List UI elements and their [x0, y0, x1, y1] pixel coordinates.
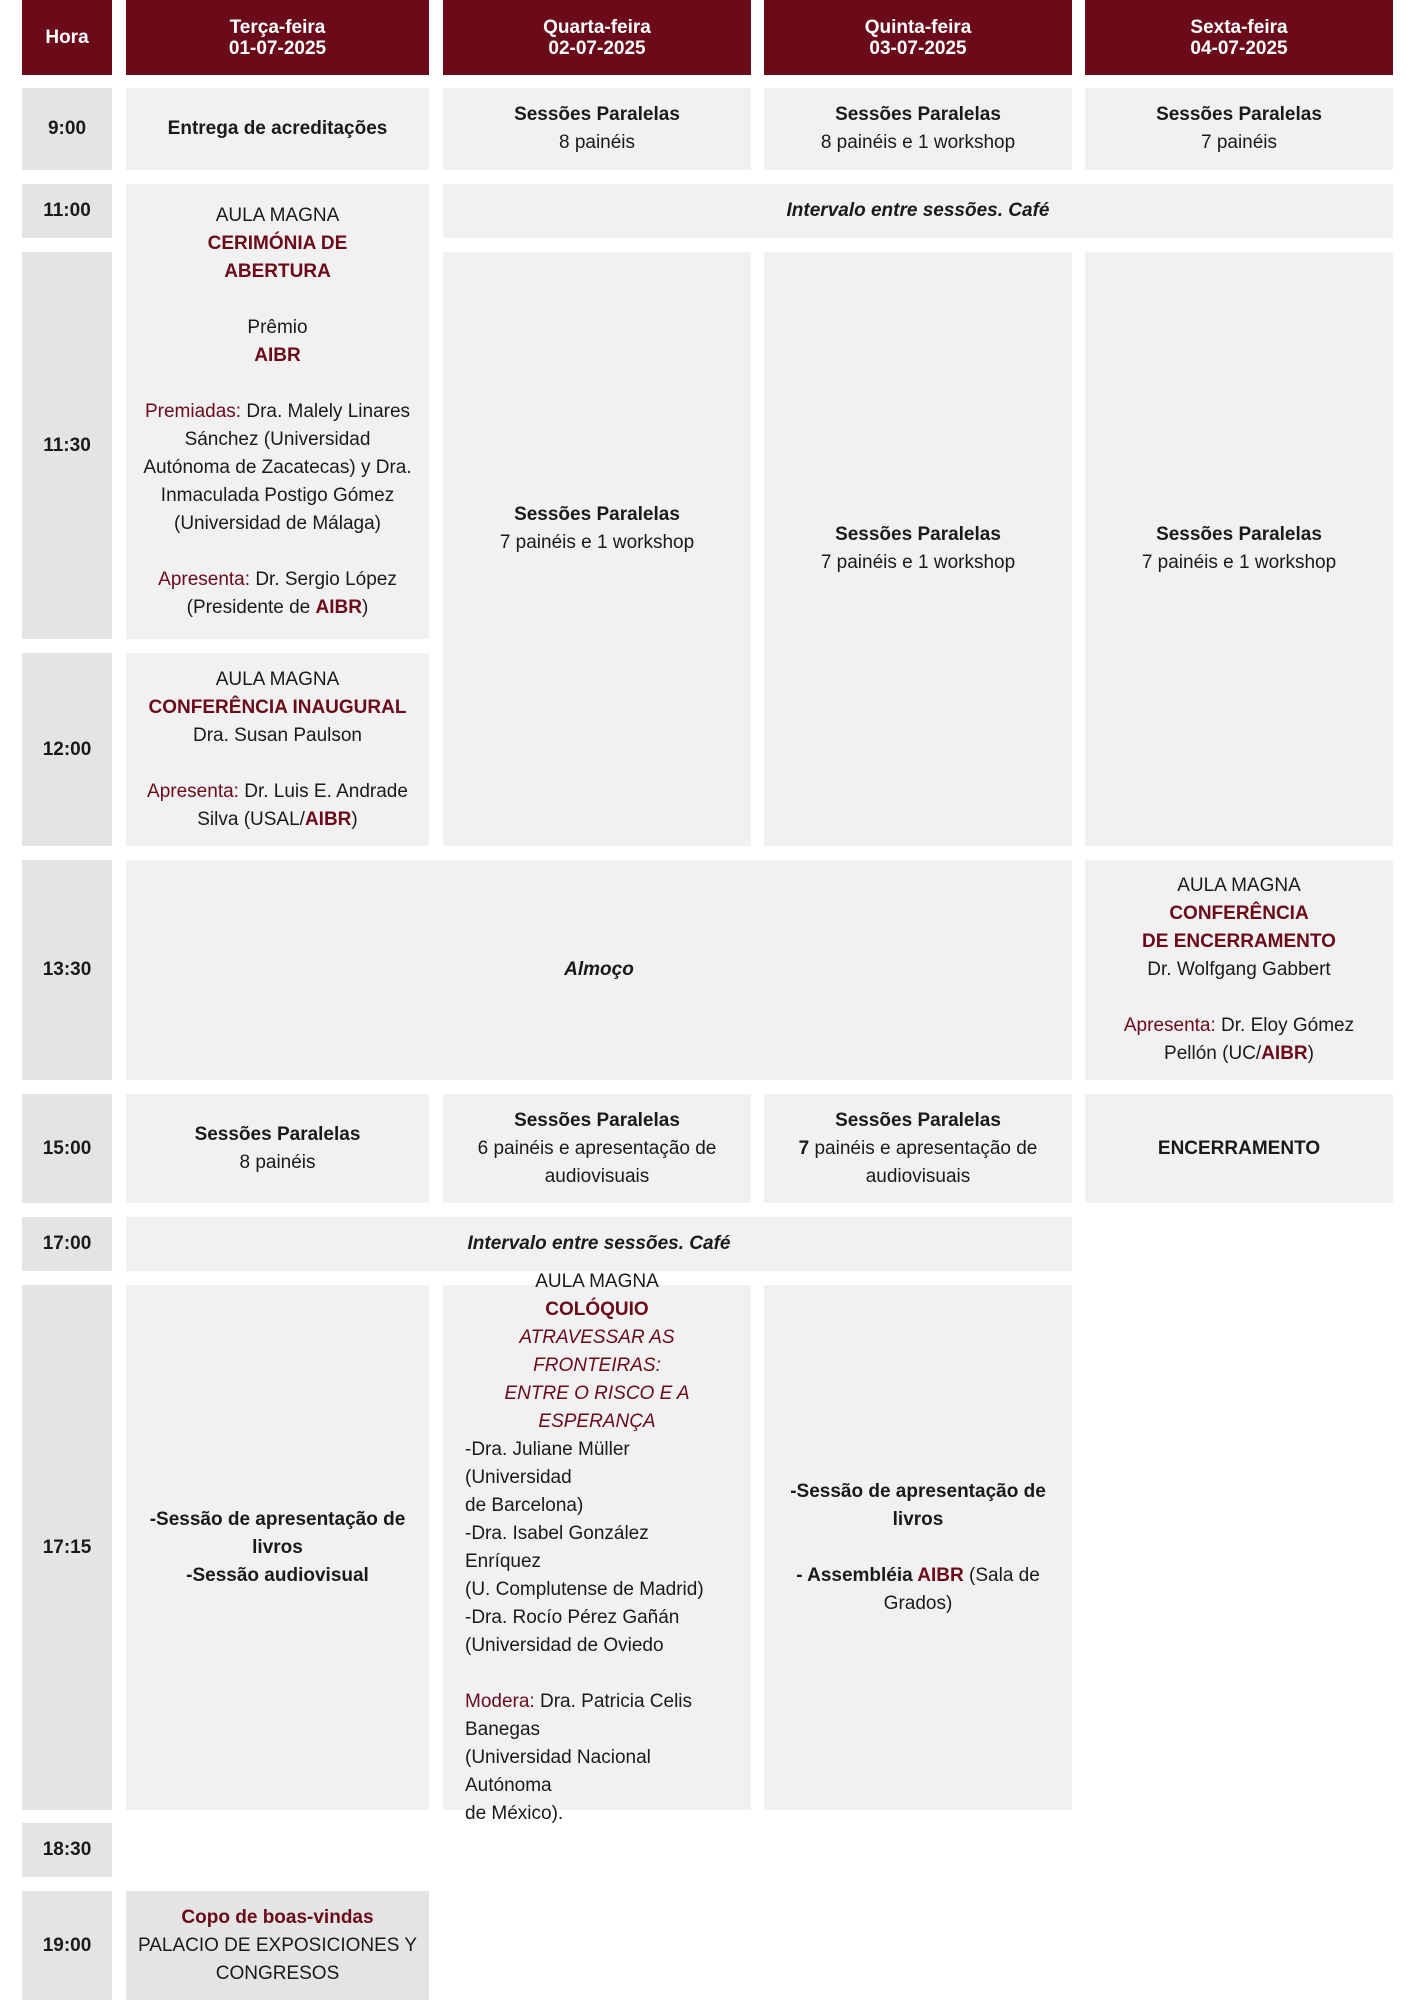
awarded-line: Sánchez (Universidad — [184, 428, 371, 450]
time-slot: 17:00 — [22, 1217, 112, 1271]
session-title: Sessões Paralelas — [514, 504, 680, 525]
event-title: CONFERÊNCIA — [1169, 903, 1309, 924]
moderator-line: (Universidad Nacional Autónoma — [465, 1746, 651, 1796]
session-subtitle: 8 painéis — [558, 132, 636, 153]
session-line: -Sessão de apresentação de — [790, 1480, 1046, 1502]
header-day-friday — [1085, 0, 1393, 75]
event-title: CERIMÓNIA DE — [207, 232, 348, 254]
day-name: Quinta-feira — [864, 16, 972, 38]
awarded-line: (Universidad de Málaga) — [174, 512, 381, 534]
venue-label: AULA MAGNA — [1177, 875, 1301, 896]
coffee-break-label: Intervalo entre sessões. Café — [786, 200, 1050, 221]
time-slot: 13:30 — [22, 860, 112, 1080]
time-slot: 15:00 — [22, 1094, 112, 1203]
header-day-tuesday — [126, 0, 429, 75]
colloquium-cell — [443, 1270, 751, 1824]
session-cell — [1085, 88, 1393, 170]
coffee-break-cell — [443, 184, 1393, 238]
session-title: Sessões Paralelas — [514, 104, 680, 125]
closing-conference-cell — [1085, 860, 1393, 1080]
day-date: 04-07-2025 — [1190, 37, 1288, 59]
colloquium-theme: ATRAVESSAR AS FRONTEIRAS: — [519, 1326, 675, 1376]
venue-label: AULA MAGNA — [215, 668, 340, 690]
participant-line: (Universidad de Oviedo — [465, 1634, 664, 1656]
day-date: 01-07-2025 — [228, 37, 327, 59]
assembly-line: Grados) — [883, 1592, 953, 1614]
session-cell — [443, 88, 751, 170]
session-cell — [764, 1094, 1072, 1203]
presenter-line: (Presidente de AIBR) — [186, 596, 369, 618]
participant-line: -Dra. Isabel González Enríquez — [465, 1522, 649, 1572]
event-title: Copo de boas-vindas — [181, 1906, 374, 1928]
session-cell — [443, 252, 751, 846]
event-title: ABERTURA — [224, 260, 331, 282]
participant-line: (U. Complutense de Madrid) — [465, 1578, 704, 1600]
session-subtitle: 6 painéis e apresentação de — [477, 1137, 717, 1159]
event-title: COLÓQUIO — [545, 1298, 649, 1320]
opening-ceremony-cell — [126, 184, 429, 639]
closing-cell — [1085, 1094, 1393, 1203]
participant-line: -Dra. Juliane Müller (Universidad — [465, 1438, 630, 1488]
presenter-line: Apresenta: Dr. Eloy Gómez — [1123, 1015, 1355, 1036]
awarded-line: Inmaculada Postigo Gómez — [160, 484, 395, 506]
day-name: Quarta-feira — [543, 16, 651, 38]
session-cell — [1085, 252, 1393, 846]
session-subtitle: 7 painéis e 1 workshop — [1141, 552, 1337, 573]
day-date: 03-07-2025 — [869, 37, 967, 59]
session-line: -Sessão de apresentação de — [149, 1508, 406, 1530]
participants-list — [453, 1436, 741, 1828]
book-assembly-cell — [764, 1285, 1072, 1810]
header-hora-label: Hora — [45, 27, 89, 48]
closing-label: ENCERRAMENTO — [1157, 1137, 1321, 1159]
inaugural-conference-cell — [126, 653, 429, 846]
session-line: livros — [892, 1508, 944, 1530]
session-cell — [764, 252, 1072, 846]
event-title: CONFERÊNCIA INAUGURAL — [148, 696, 407, 718]
lunch-cell — [126, 860, 1072, 1080]
venue-label: AULA MAGNA — [535, 1270, 659, 1292]
header-hora — [22, 0, 112, 75]
presenter-line: Apresenta: Dr. Luis E. Andrade — [147, 780, 408, 802]
time-slot: 9:00 — [22, 88, 112, 170]
header-day-thursday — [764, 0, 1072, 75]
participant-line: -Dra. Rocío Pérez Gañán — [465, 1606, 680, 1628]
moderator-line: Banegas — [465, 1718, 541, 1740]
session-title: Sessões Paralelas — [835, 104, 1001, 125]
time-slot: 17:15 — [22, 1285, 112, 1810]
time-slot: 12:00 — [22, 653, 112, 846]
welcome-drink-cell — [126, 1891, 429, 2000]
venue-label: AULA MAGNA — [215, 204, 340, 226]
session-cell — [764, 88, 1072, 170]
session-subtitle: 7 painéis e 1 workshop — [499, 532, 695, 553]
session-subtitle: 8 painéis — [239, 1151, 316, 1173]
session-cell — [443, 1094, 751, 1203]
moderator-line: de México). — [465, 1802, 564, 1824]
time-slot: 18:30 — [22, 1823, 112, 1877]
venue-line: PALACIO DE EXPOSICIONES Y — [137, 1934, 418, 1956]
awarded-line: Autónoma de Zacatecas) y Dra. — [143, 456, 412, 478]
session-title: Sessões Paralelas — [835, 1109, 1001, 1131]
session-title: Sessões Paralelas — [1156, 104, 1322, 125]
coffee-break-cell — [126, 1217, 1072, 1271]
header-day-wednesday — [443, 0, 751, 75]
moderator-line: Modera: Dra. Patricia Celis — [465, 1690, 693, 1712]
assembly-line: - Assembléia AIBR (Sala de — [796, 1564, 1040, 1586]
prize-name: AIBR — [254, 344, 301, 366]
session-line: livros — [252, 1536, 303, 1558]
time-slot: 19:00 — [22, 1891, 112, 2000]
coffee-break-label: Intervalo entre sessões. Café — [467, 1233, 731, 1254]
session-cell — [126, 1094, 429, 1203]
venue-line: CONGRESOS — [215, 1962, 340, 1984]
awarded-line: Premiadas: Dra. Malely Linares — [144, 400, 411, 422]
book-session-cell — [126, 1285, 429, 1810]
accreditation-label: Entrega de acreditações — [167, 118, 388, 139]
lunch-label: Almoço — [564, 959, 634, 980]
session-subtitle: audiovisuais — [865, 1165, 971, 1187]
accreditation-cell — [126, 88, 429, 170]
day-name: Terça-feira — [229, 16, 326, 38]
presenter-line: Pellón (UC/AIBR) — [1164, 1043, 1314, 1064]
speaker: Dra. Susan Paulson — [193, 724, 362, 746]
session-subtitle: 7 painéis — [1200, 132, 1278, 153]
time-slot: 11:30 — [22, 252, 112, 639]
presenter-line: Silva (USAL/AIBR) — [197, 808, 358, 830]
session-subtitle: 8 painéis e 1 workshop — [820, 132, 1016, 153]
session-subtitle: 7 painéis e 1 workshop — [820, 552, 1016, 573]
session-title: Sessões Paralelas — [835, 524, 1001, 545]
colloquium-theme: ENTRE O RISCO E A ESPERANÇA — [504, 1382, 690, 1432]
event-title: DE ENCERRAMENTO — [1142, 931, 1336, 952]
session-title: Sessões Paralelas — [194, 1123, 361, 1145]
session-title: Sessões Paralelas — [1156, 524, 1322, 545]
time-slot: 11:00 — [22, 184, 112, 238]
session-subtitle: 7 painéis e apresentação de — [798, 1137, 1038, 1159]
participant-line: de Barcelona) — [465, 1494, 584, 1516]
session-subtitle: audiovisuais — [544, 1165, 650, 1187]
session-title: Sessões Paralelas — [514, 1109, 680, 1131]
presenter-line: Apresenta: Dr. Sergio López — [158, 568, 397, 590]
session-line: -Sessão audiovisual — [186, 1564, 369, 1586]
speaker: Dr. Wolfgang Gabbert — [1147, 959, 1331, 980]
day-name: Sexta-feira — [1190, 16, 1288, 38]
day-date: 02-07-2025 — [548, 37, 646, 59]
prize-label: Prêmio — [247, 316, 308, 338]
